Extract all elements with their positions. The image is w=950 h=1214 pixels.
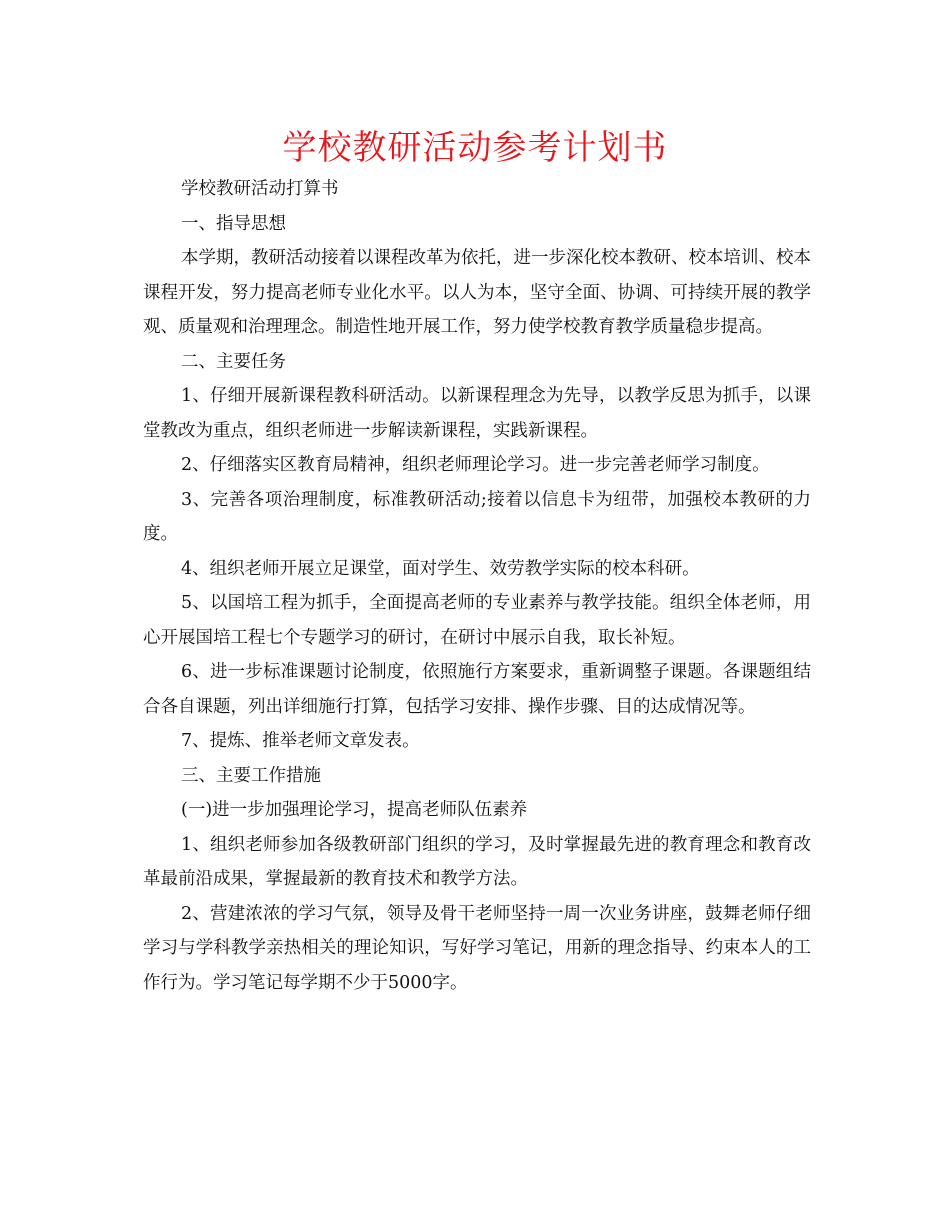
section-heading-3: 三、主要工作措施 [181, 765, 321, 786]
section-heading-2: 二、主要任务 [181, 351, 286, 372]
task-item-6: 6、进一步标准课题讨论制度，依照施行方案要求，重新调整子课题。各课题组结合各自课题，列出详细施行打算，包括学习安排、操作步骤、目的达成情况等。 [143, 662, 811, 717]
measure-item-2: 2、营建浓浓的学习气氛，领导及骨干老师坚持一周一次业务讲座，鼓舞老师仔细学习与学科教学亲热相关的理论知识，写好学习笔记，用新的理念指导、约束本人的工作行为。学习笔记每学期不少于5000字。 [143, 903, 811, 993]
section-heading-1: 一、指导思想 [181, 213, 286, 234]
body-paragraph: 本学期，教研活动接着以课程改革为依托，进一步深化校本教研、校本培训、校本课程开发，努力提高老师专业化水平。以人为本，坚守全面、协调、可持续开展的教学观、质量观和治理理念。制造性地开展工作，努力使学校教育教学质量稳步提高。 [143, 248, 811, 337]
task-item-1: 1、仔细开展新课程教科研活动。以新课程理念为先导，以教学反思为抓手，以课堂教改为重点，组织老师进一步解读新课程，实践新课程。 [143, 386, 811, 441]
measure-item-1: 1、组织老师参加各级教研部门组织的学习，及时掌握最先进的教育理念和教育改革最前沿成果，掌握最新的教育技术和教学方法。 [143, 834, 811, 889]
task-item-5: 5、以国培工程为抓手，全面提高老师的专业素养与教学技能。组织全体老师，用心开展国培工程七个专题学习的研讨，在研讨中展示自我，取长补短。 [143, 593, 811, 648]
subsection-heading-1: (一)进一步加强理论学习，提高老师队伍素养 [181, 800, 528, 820]
subtitle-paragraph: 学校教研活动打算书 [181, 179, 339, 199]
task-item-4: 4、组织老师开展立足课堂，面对学生、效劳教学实际的校本科研。 [181, 558, 700, 579]
task-item-7: 7、提炼、推举老师文章发表。 [181, 731, 420, 751]
document-body [143, 172, 811, 1000]
task-item-3: 3、完善各项治理制度，标准教研活动;接着以信息卡为纽带，加强校本教研的力度。 [143, 489, 811, 544]
task-item-2: 2、仔细落实区教育局精神，组织老师理论学习。进一步完善老师学习制度。 [181, 455, 770, 475]
document-title: 学校教研活动参考计划书 [282, 128, 668, 168]
